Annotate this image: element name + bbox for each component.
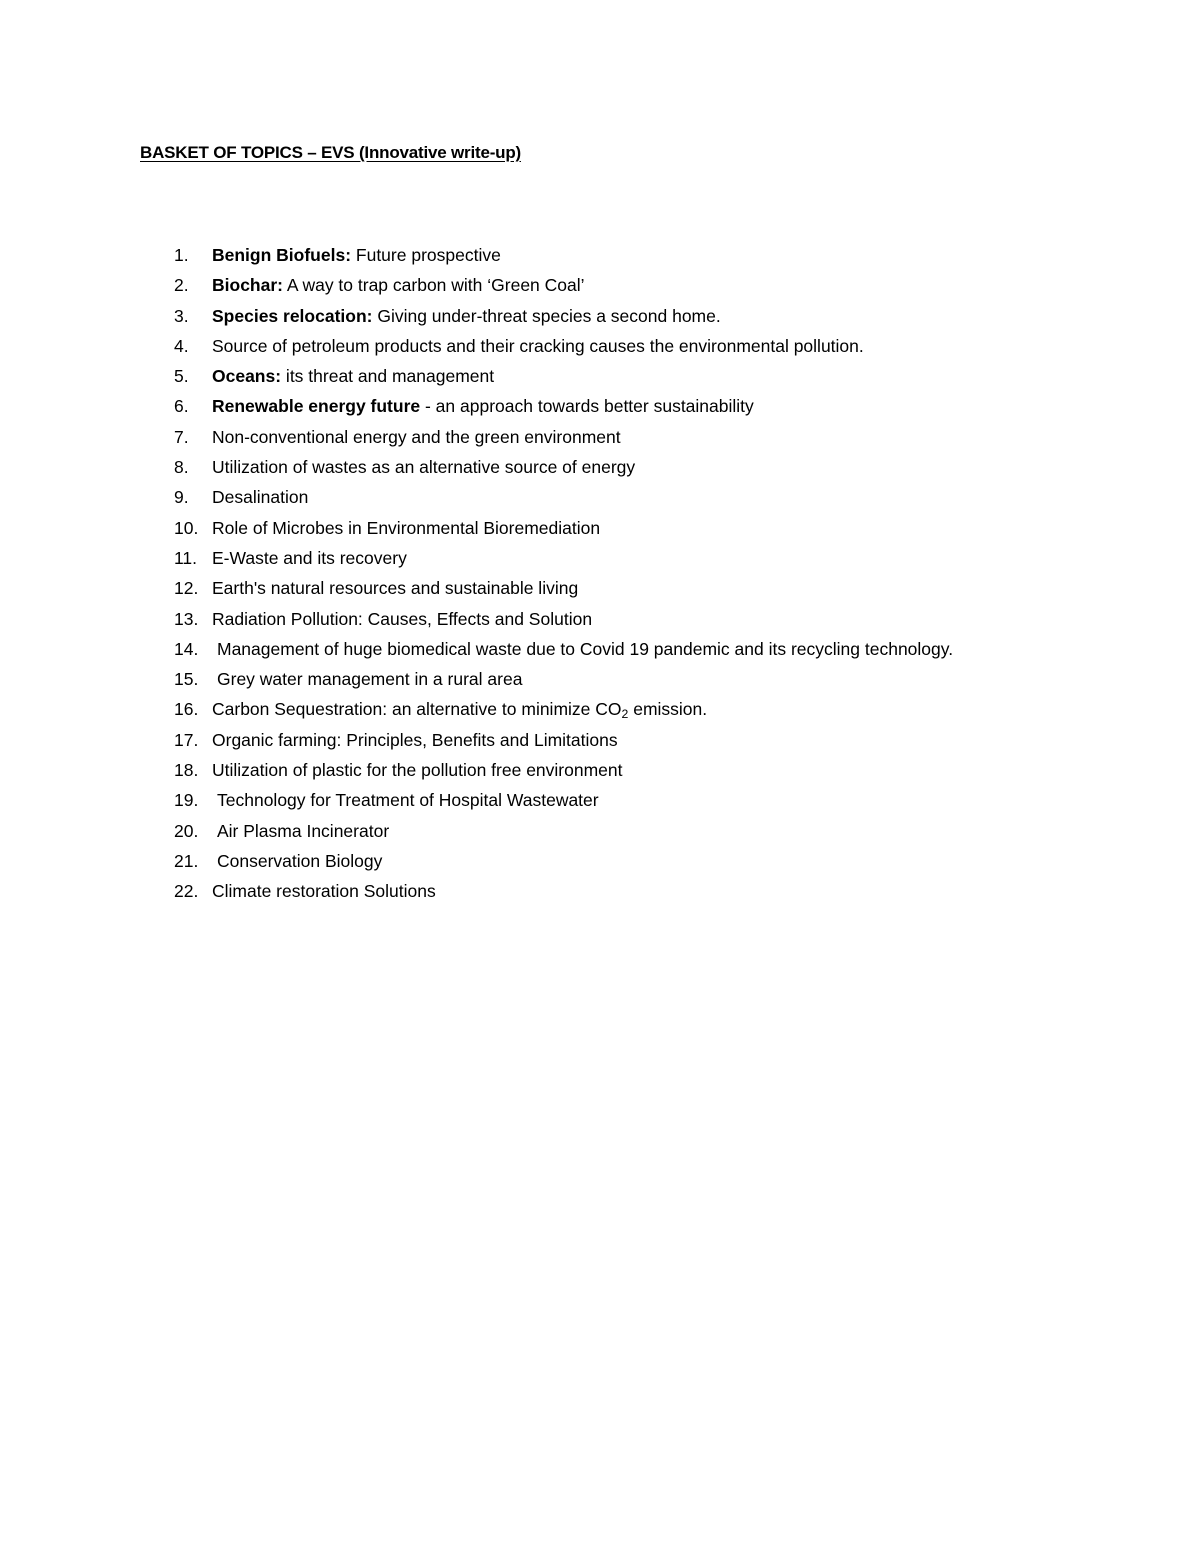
topic-description: its threat and management (281, 366, 495, 387)
topic-subscript: 2 (621, 707, 629, 722)
topic-description: Non-conventional energy and the green environment (212, 426, 621, 447)
topic-number: 15. (174, 669, 199, 690)
topic-number: 11. (174, 547, 198, 568)
topic-text (212, 543, 407, 573)
topic-text (212, 846, 382, 876)
topic-number: 19. (174, 790, 199, 811)
topic-description: Future prospective (351, 245, 501, 265)
topic-number: 6. (174, 396, 189, 417)
topic-text (212, 694, 707, 724)
topic-text (212, 361, 494, 391)
topic-item (174, 694, 953, 724)
topic-description: Giving under-threat species a second home. (372, 305, 721, 326)
topic-item (174, 361, 953, 391)
topic-number: 22. (174, 881, 199, 902)
topic-description: Technology for Treatment of Hospital Wastewater (217, 790, 599, 811)
topic-number: 1. (174, 245, 189, 265)
topic-description: Source of petroleum products and their cracking causes the environmental pollution. (212, 335, 864, 356)
topic-text (212, 876, 436, 906)
topic-description: E-Waste and its recovery (212, 547, 407, 568)
topic-number: 9. (174, 487, 189, 508)
topic-text (212, 482, 308, 512)
topic-number: 13. (174, 608, 199, 629)
topic-description: Utilization of plastic for the pollution free environment (212, 760, 623, 781)
topic-text (212, 391, 754, 421)
topic-description: Grey water management in a rural area (217, 669, 523, 690)
topic-keyword: Biochar: (212, 275, 283, 296)
topic-text (212, 664, 522, 694)
topic-text (212, 573, 578, 603)
topic-keyword: Renewable energy future (212, 396, 421, 417)
topic-item (174, 543, 953, 573)
topic-description: Role of Microbes in Environmental Bioremediation (212, 517, 601, 538)
topic-number: 18. (174, 760, 199, 781)
topic-text (212, 785, 599, 815)
topic-number: 21. (174, 850, 199, 871)
topic-text (212, 604, 592, 634)
topic-description: Organic farming: Principles, Benefits and Limitations (212, 729, 618, 750)
topic-keyword: Oceans: (212, 366, 282, 387)
topic-item (174, 391, 953, 421)
topic-number: 12. (174, 578, 199, 599)
topic-text (212, 301, 721, 331)
topic-item (174, 270, 953, 300)
topic-text (212, 816, 389, 846)
topic-description: Carbon Sequestration: an alternative to minimize CO (212, 699, 622, 720)
topic-text (212, 725, 618, 755)
topic-number: 5. (174, 366, 189, 387)
topic-number: 20. (174, 820, 199, 841)
topic-text (212, 513, 600, 543)
topic-item (174, 301, 953, 331)
topic-text (212, 755, 623, 785)
topic-text (212, 240, 501, 270)
topic-text (212, 331, 864, 361)
topic-number: 17. (174, 729, 199, 750)
topic-description: - an approach towards better sustainability (420, 396, 754, 417)
topic-description: Management of huge biomedical waste due to Covid 19 pandemic and its recycling technology. (217, 638, 954, 659)
topic-number: 2. (174, 275, 189, 296)
topic-item (174, 604, 953, 634)
topic-item (174, 422, 953, 452)
topic-text (212, 422, 621, 452)
topic-number: 3. (174, 305, 189, 326)
topic-item (174, 785, 953, 815)
topic-number: 16. (174, 699, 199, 720)
topic-item (174, 876, 953, 906)
topic-item (174, 482, 953, 512)
topic-item (174, 573, 953, 603)
topic-text (212, 452, 635, 482)
topic-number: 14. (174, 638, 199, 659)
topic-number: 8. (174, 457, 189, 478)
topic-description: Conservation Biology (217, 850, 383, 871)
topic-keyword: Benign Biofuels: (212, 245, 352, 265)
topic-item (174, 725, 953, 755)
topic-number: 4. (174, 335, 189, 356)
topic-keyword: Species relocation: (212, 305, 373, 326)
topic-text (212, 634, 953, 664)
topic-item (174, 846, 953, 876)
topic-description: A way to trap carbon with ‘Green Coal’ (282, 275, 585, 296)
topic-item (174, 634, 953, 664)
topic-item (174, 755, 953, 785)
document-title: BASKET OF TOPICS – EVS (Innovative write-up) (140, 143, 521, 162)
topic-description: Desalination (212, 487, 309, 508)
topic-item (174, 240, 953, 270)
topic-description: Air Plasma Incinerator (217, 820, 390, 841)
topic-number: 10. (174, 517, 199, 538)
topic-item (174, 452, 953, 482)
topic-description: Climate restoration Solutions (212, 881, 436, 902)
topic-item (174, 664, 953, 694)
topic-list (174, 240, 953, 907)
topic-text (212, 270, 585, 300)
topic-number: 7. (174, 426, 189, 447)
topic-item (174, 816, 953, 846)
topic-description-end: emission. (628, 699, 708, 720)
topic-description: Radiation Pollution: Causes, Effects and Solution (212, 608, 593, 629)
topic-description: Earth's natural resources and sustainable living (212, 578, 579, 599)
topic-description: Utilization of wastes as an alternative source of energy (212, 457, 636, 478)
topic-item (174, 513, 953, 543)
topic-item (174, 331, 953, 361)
